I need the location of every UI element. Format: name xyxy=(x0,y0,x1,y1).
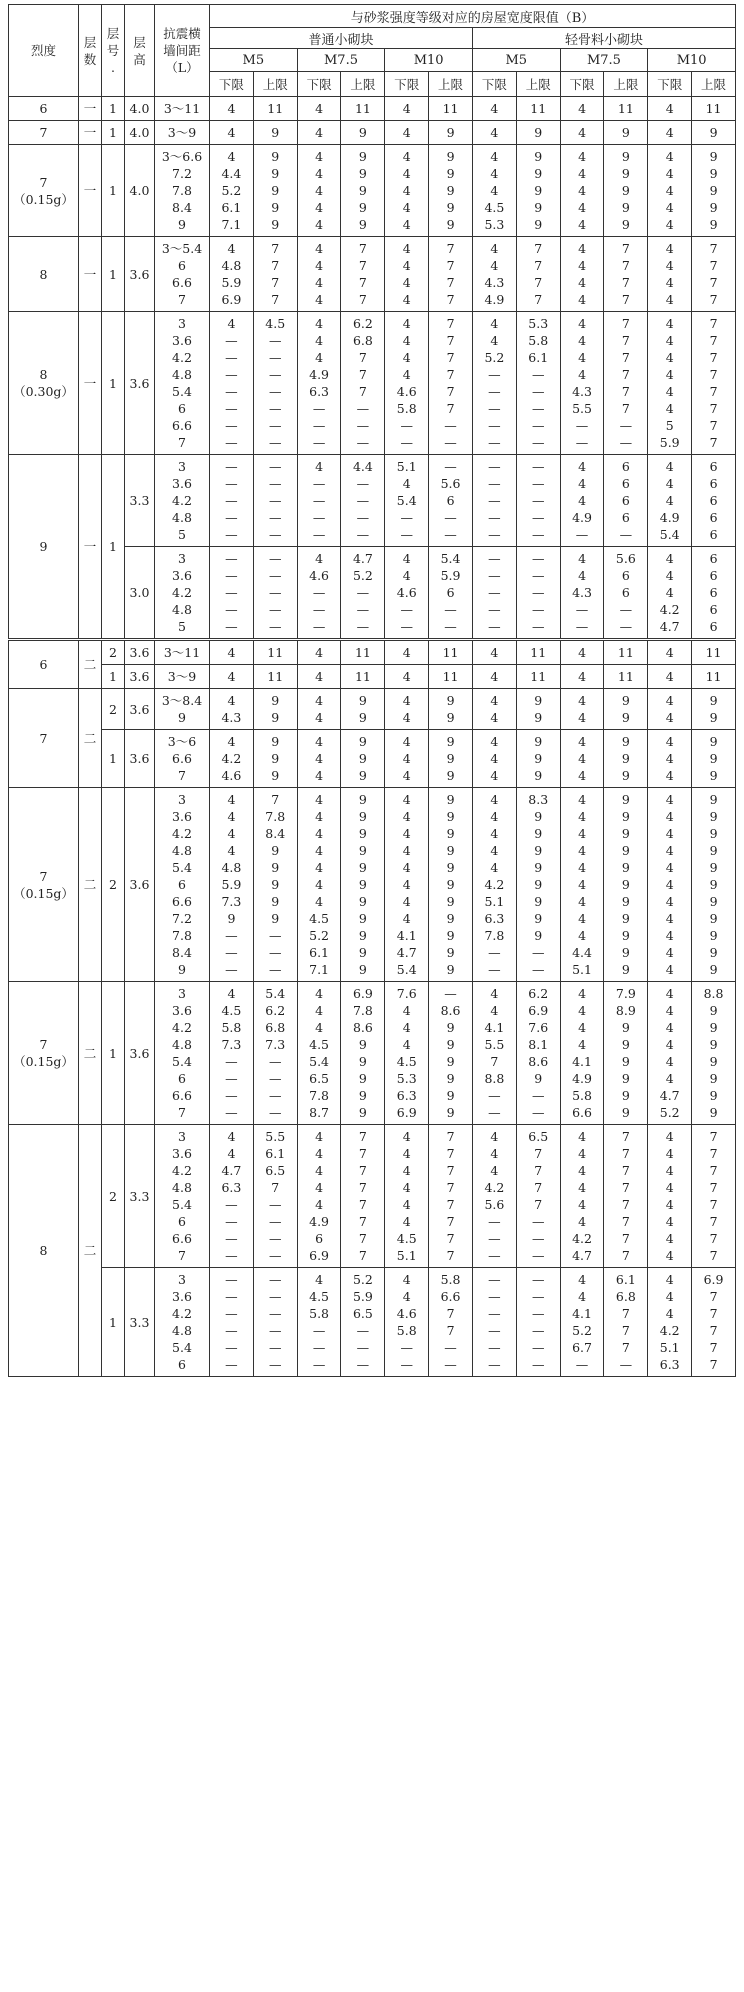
value-cell: 9 9 9 9 9 9 9 9 9 9 9 xyxy=(692,788,736,982)
value-cell: 4 4 4 4 4 4 5 5.9 xyxy=(648,312,692,455)
value-cell: — 5.6 6 — — xyxy=(429,455,473,547)
intensity-cell: 6 xyxy=(9,97,79,121)
value-cell: 9 9 9 9 9 xyxy=(692,145,736,237)
value-cell: 9 9 xyxy=(604,689,648,730)
value-cell: 4 4 xyxy=(560,689,604,730)
intensity-cell: 7 xyxy=(9,121,79,145)
value-cell: 4 xyxy=(385,121,429,145)
floor-height-cell: 3.6 xyxy=(125,665,155,689)
col-header-intensity: 烈度 xyxy=(9,5,79,97)
wall-spacing-cell: 3 3.6 4.2 4.8 5.4 6 6.6 7.2 7.8 8.4 9 xyxy=(155,788,210,982)
value-cell: 4 4 4 4 4 4 4 4 4 4.4 5.1 xyxy=(560,788,604,982)
grade-header: M5 xyxy=(472,49,560,72)
value-cell: 4 xyxy=(297,665,341,689)
wall-spacing-cell: 3 3.6 4.2 4.8 5.4 6 6.6 7 xyxy=(155,312,210,455)
value-cell: 9 9 9 9 9 9 9 9 9 9 9 xyxy=(341,788,385,982)
value-cell: 4 4 4 4.9 5.4 xyxy=(648,455,692,547)
col-header-floor-no: 层 号 . xyxy=(102,5,125,97)
value-cell: 4 4 4 4 4 xyxy=(297,145,341,237)
bound-header: 下限 xyxy=(297,72,341,97)
floor-height-cell: 3.3 xyxy=(125,1268,155,1377)
value-cell: 5.1 4 5.4 — — xyxy=(385,455,429,547)
value-cell: 9 9 xyxy=(253,689,297,730)
value-cell: 4 xyxy=(648,121,692,145)
bound-header: 上限 xyxy=(604,72,648,97)
value-cell: 11 xyxy=(604,97,648,121)
value-cell: 7 7 7 7 7 7 7 7 xyxy=(692,312,736,455)
value-cell: 4 4 4.1 5.2 6.7 — xyxy=(560,1268,604,1377)
table-row xyxy=(9,665,736,689)
value-cell: — — — — — xyxy=(516,455,560,547)
value-cell: 9 9 9 9 9 9 9 9 9 9 9 xyxy=(604,788,648,982)
wall-spacing-cell: 3～9 xyxy=(155,665,210,689)
value-cell: 11 xyxy=(253,640,297,665)
value-cell: 4 4 4 4 4 4 4.2 4.7 xyxy=(560,1125,604,1268)
value-cell: 4 4.5 5.8 7.3 — — — — xyxy=(210,982,254,1125)
col-header-ordinary-block: 普通小砌块 xyxy=(210,28,473,49)
grade-header: M7.5 xyxy=(560,49,648,72)
intensity-cell: 7 （0.15g） xyxy=(9,788,79,982)
value-cell: 6 6 6 6 — xyxy=(604,455,648,547)
value-cell: 4 4 4 xyxy=(560,730,604,788)
value-cell: 4 4 4 xyxy=(385,730,429,788)
intensity-cell: 9 xyxy=(9,455,79,640)
value-cell: 4 xyxy=(385,665,429,689)
value-cell: 8.3 9 9 9 9 9 9 9 9 — — xyxy=(516,788,560,982)
grade-header: M7.5 xyxy=(297,49,385,72)
floors-cell: 一 xyxy=(79,121,102,145)
floors-cell: 一 xyxy=(79,455,102,640)
value-cell: 4 4 xyxy=(648,689,692,730)
value-cell: 4 xyxy=(560,665,604,689)
value-cell: 7 7 7 7 xyxy=(604,237,648,312)
value-cell: 4 4 4.7 6.3 — — — — xyxy=(210,1125,254,1268)
wall-spacing-cell: 3～8.4 9 xyxy=(155,689,210,730)
value-cell: 7 7 7 7 7 7 7 7 xyxy=(429,1125,473,1268)
header-row-1 xyxy=(9,5,736,28)
wall-spacing-cell: 3 3.6 4.2 4.8 5.4 6 xyxy=(155,1268,210,1377)
floor-no-cell: 1 xyxy=(102,312,125,455)
value-cell: 4 4 4 4 4 4 4 4.5 5.2 6.1 7.1 xyxy=(297,788,341,982)
value-cell: 4 4 4 4.9 6.3 — — — xyxy=(297,312,341,455)
floor-no-cell: 1 xyxy=(102,121,125,145)
value-cell: — — — — — xyxy=(472,455,516,547)
intensity-cell: 6 xyxy=(9,640,79,689)
value-cell: 6 6 6 6 6 xyxy=(692,547,736,640)
floor-no-cell: 2 xyxy=(102,788,125,982)
value-cell: 5.5 6.1 6.5 7 — — — — xyxy=(253,1125,297,1268)
value-cell: 7 7 7 7 xyxy=(341,237,385,312)
bound-header: 下限 xyxy=(472,72,516,97)
table-row xyxy=(9,145,736,237)
value-cell: 4 4 4 4.2 5.6 — — — xyxy=(472,1125,516,1268)
value-cell: 4 4 4.3 — — xyxy=(560,547,604,640)
table-row xyxy=(9,730,736,788)
value-cell: 11 xyxy=(692,665,736,689)
value-cell: 4 xyxy=(472,665,516,689)
value-cell: 4.5 — — — — — — — xyxy=(253,312,297,455)
table-row xyxy=(9,1268,736,1377)
floor-no-cell: 2 xyxy=(102,689,125,730)
value-cell: 4 xyxy=(297,121,341,145)
bound-header: 下限 xyxy=(210,72,254,97)
wall-spacing-cell: 3～11 xyxy=(155,640,210,665)
value-cell: 11 xyxy=(253,97,297,121)
value-cell: 4 4 4 4 4 xyxy=(385,145,429,237)
value-cell: — — — — — — xyxy=(253,1268,297,1377)
wall-spacing-cell: 3～6.6 7.2 7.8 8.4 9 xyxy=(155,145,210,237)
table-row xyxy=(9,97,736,121)
floor-height-cell: 3.6 xyxy=(125,312,155,455)
value-cell: 11 xyxy=(429,640,473,665)
grade-header: M10 xyxy=(648,49,736,72)
value-cell: 4 4 4 4 xyxy=(648,237,692,312)
value-cell: 4 xyxy=(560,97,604,121)
value-cell: 11 xyxy=(516,665,560,689)
value-cell: 4 4 4 4.9 — xyxy=(560,455,604,547)
value-cell: 4 xyxy=(560,121,604,145)
value-cell: 7 7 7 7 7 7 — — xyxy=(429,312,473,455)
table-row xyxy=(9,640,736,665)
value-cell: 6.2 6.8 7 7 7 — — — xyxy=(341,312,385,455)
bound-header: 上限 xyxy=(341,72,385,97)
floors-cell: 一 xyxy=(79,145,102,237)
value-cell: 9 9 9 xyxy=(253,730,297,788)
table-row xyxy=(9,121,736,145)
value-cell: 4 xyxy=(385,97,429,121)
floor-no-cell: 1 xyxy=(102,455,125,640)
value-cell: 4 4.3 xyxy=(210,689,254,730)
value-cell: 11 xyxy=(692,97,736,121)
value-cell: 4 4 4 4.5 5.3 xyxy=(472,145,516,237)
grade-header: M5 xyxy=(210,49,298,72)
value-cell: 7 7.8 8.4 9 9 9 9 9 — — — xyxy=(253,788,297,982)
value-cell: 4 4 4 4 4 4.9 6 6.9 xyxy=(297,1125,341,1268)
table-row xyxy=(9,1125,736,1268)
value-cell: 7 7 7 7 xyxy=(692,237,736,312)
table-row xyxy=(9,982,736,1125)
value-cell: 4 4 4 4 4.6 5.8 — — xyxy=(385,312,429,455)
wall-spacing-cell: 3～5.4 6 6.6 7 xyxy=(155,237,210,312)
value-cell: 4 xyxy=(472,97,516,121)
value-cell: 4 xyxy=(472,121,516,145)
value-cell: 11 xyxy=(341,97,385,121)
value-cell: 9 9 9 xyxy=(341,730,385,788)
value-cell: 5.4 5.9 6 — — xyxy=(429,547,473,640)
value-cell: 4 4 4.3 4.9 xyxy=(472,237,516,312)
value-cell: 7.9 8.9 9 9 9 9 9 9 xyxy=(604,982,648,1125)
value-cell: 5.8 6.6 7 7 — — xyxy=(429,1268,473,1377)
value-cell: 4 4 5.2 — — — — — xyxy=(472,312,516,455)
value-cell: 4 xyxy=(560,640,604,665)
floors-cell: 二 xyxy=(79,982,102,1125)
floors-cell: 一 xyxy=(79,237,102,312)
table-row xyxy=(9,455,736,547)
value-cell: — — — — — xyxy=(472,547,516,640)
bound-header: 上限 xyxy=(253,72,297,97)
floors-cell: 二 xyxy=(79,640,102,689)
value-cell: 6.9 7.8 8.6 9 9 9 9 9 xyxy=(341,982,385,1125)
value-cell: 6.2 6.9 7.6 8.1 8.6 9 — — xyxy=(516,982,560,1125)
value-cell: 4 4 xyxy=(297,689,341,730)
floors-cell: 二 xyxy=(79,788,102,982)
width-limit-table xyxy=(8,4,736,1377)
value-cell: 8.8 9 9 9 9 9 9 9 xyxy=(692,982,736,1125)
floor-height-cell: 4.0 xyxy=(125,121,155,145)
value-cell: 4 4 4 4.2 5.1 6.3 xyxy=(648,1268,692,1377)
value-cell: — — — — — xyxy=(253,547,297,640)
table-row xyxy=(9,237,736,312)
value-cell: 7 7 7 7 xyxy=(253,237,297,312)
value-cell: 4 4.5 5.8 — — — xyxy=(297,1268,341,1377)
table-row xyxy=(9,689,736,730)
value-cell: 4.4 — — — — xyxy=(341,455,385,547)
value-cell: — — — — — xyxy=(253,455,297,547)
value-cell: 4 xyxy=(210,665,254,689)
value-cell: — — — — — xyxy=(210,455,254,547)
value-cell: 4 4 4.6 5.8 — — xyxy=(385,1268,429,1377)
wall-spacing-cell: 3～9 xyxy=(155,121,210,145)
wall-spacing-cell: 3 3.6 4.2 4.8 5.4 6 6.6 7 xyxy=(155,982,210,1125)
value-cell: 9 9 9 9 9 xyxy=(253,145,297,237)
value-cell: 9 9 9 9 9 9 9 9 9 9 9 xyxy=(429,788,473,982)
value-cell: 7 7 7 7 xyxy=(516,237,560,312)
value-cell: — — — — — xyxy=(210,547,254,640)
value-cell: 6.1 6.8 7 7 7 — xyxy=(604,1268,648,1377)
table-row xyxy=(9,788,736,982)
value-cell: 9 xyxy=(692,121,736,145)
value-cell: 11 xyxy=(692,640,736,665)
value-cell: 7 7 7 7 7 7 — — xyxy=(604,312,648,455)
table-row xyxy=(9,312,736,455)
value-cell: 7 7 7 7 7 7 7 7 xyxy=(341,1125,385,1268)
value-cell: 11 xyxy=(604,640,648,665)
value-cell: 4 4 4 4 4.1 4.9 5.8 6.6 xyxy=(560,982,604,1125)
value-cell: 7 7 7 7 7 7 7 7 xyxy=(692,1125,736,1268)
value-cell: 11 xyxy=(253,665,297,689)
value-cell: 6.9 7 7 7 7 7 xyxy=(692,1268,736,1377)
floors-cell: 二 xyxy=(79,1125,102,1377)
floor-no-cell: 2 xyxy=(102,1125,125,1268)
bound-header: 上限 xyxy=(516,72,560,97)
value-cell: 4 — — — — — — — xyxy=(210,312,254,455)
value-cell: 4 4.4 5.2 6.1 7.1 xyxy=(210,145,254,237)
intensity-cell: 7 （0.15g） xyxy=(9,145,79,237)
value-cell: 6.5 7 7 7 7 — — — xyxy=(516,1125,560,1268)
value-cell: 4 4 4 4 4 4 4.5 5.1 xyxy=(385,1125,429,1268)
floor-height-cell: 4.0 xyxy=(125,145,155,237)
value-cell: — — — — — — xyxy=(516,1268,560,1377)
value-cell: 4 — — — — xyxy=(297,455,341,547)
value-cell: 4 4 4.6 — — xyxy=(385,547,429,640)
value-cell: 6 6 6 6 6 xyxy=(692,455,736,547)
value-cell: 4 xyxy=(648,640,692,665)
wall-spacing-cell: 3 3.6 4.2 4.8 5 xyxy=(155,547,210,640)
value-cell: 4 4 4 4 xyxy=(560,237,604,312)
value-cell: 11 xyxy=(429,665,473,689)
bound-header: 下限 xyxy=(385,72,429,97)
value-cell: 4 xyxy=(210,97,254,121)
floor-no-cell: 1 xyxy=(102,1268,125,1377)
value-cell: 4 xyxy=(648,665,692,689)
value-cell: 5.4 6.2 6.8 7.3 — — — — xyxy=(253,982,297,1125)
wall-spacing-cell: 3 3.6 4.2 4.8 5 xyxy=(155,455,210,547)
floor-height-cell: 3.6 xyxy=(125,788,155,982)
value-cell: 9 9 9 9 9 xyxy=(341,145,385,237)
value-cell: 4 4 4 4 4 4 4 4 xyxy=(648,1125,692,1268)
value-cell: 4 4 4 4 4 xyxy=(648,145,692,237)
grade-header: M10 xyxy=(385,49,473,72)
bound-header: 下限 xyxy=(648,72,692,97)
floor-no-cell: 2 xyxy=(102,640,125,665)
value-cell: 11 xyxy=(341,665,385,689)
value-cell: 4 xyxy=(385,640,429,665)
value-cell: 11 xyxy=(604,665,648,689)
wall-spacing-cell: 3 3.6 4.2 4.8 5.4 6 6.6 7 xyxy=(155,1125,210,1268)
value-cell: — 8.6 9 9 9 9 9 9 xyxy=(429,982,473,1125)
value-cell: 9 xyxy=(604,121,648,145)
wall-spacing-cell: 3～11 xyxy=(155,97,210,121)
floor-height-cell: 3.6 xyxy=(125,982,155,1125)
value-cell: 9 9 xyxy=(341,689,385,730)
floor-height-cell: 3.6 xyxy=(125,689,155,730)
value-cell: 4 4 4 4 4 4.2 5.1 6.3 7.8 — — xyxy=(472,788,516,982)
bound-header: 上限 xyxy=(429,72,473,97)
value-cell: 5.2 5.9 6.5 — — — xyxy=(341,1268,385,1377)
col-header-width-limit: 与砂浆强度等级对应的房屋宽度限值（B） xyxy=(210,5,736,28)
value-cell: 4 4.6 — — — xyxy=(297,547,341,640)
value-cell: 4 xyxy=(297,97,341,121)
col-header-floor-height: 层 高 xyxy=(125,5,155,97)
intensity-cell: 8 （0.30g） xyxy=(9,312,79,455)
value-cell: 9 xyxy=(253,121,297,145)
value-cell: 4 xyxy=(210,121,254,145)
wall-spacing-cell: 3～6 6.6 7 xyxy=(155,730,210,788)
value-cell: 9 9 xyxy=(429,689,473,730)
value-cell: 9 9 xyxy=(692,689,736,730)
floors-cell: 一 xyxy=(79,312,102,455)
value-cell: 4 4 4.1 5.5 7 8.8 — — xyxy=(472,982,516,1125)
floor-height-cell: 3.6 xyxy=(125,237,155,312)
floors-cell: 二 xyxy=(79,689,102,788)
table-body xyxy=(9,5,736,1377)
value-cell: 4 4 4 xyxy=(472,730,516,788)
value-cell: 5.3 5.8 6.1 — — — — — xyxy=(516,312,560,455)
value-cell: 9 xyxy=(341,121,385,145)
bound-header: 上限 xyxy=(692,72,736,97)
value-cell: 4 xyxy=(472,640,516,665)
value-cell: 9 9 9 xyxy=(692,730,736,788)
value-cell: 4 4.8 5.9 6.9 xyxy=(210,237,254,312)
value-cell: 9 9 9 xyxy=(429,730,473,788)
floors-cell: 一 xyxy=(79,97,102,121)
value-cell: 4 4 xyxy=(472,689,516,730)
value-cell: 9 9 9 9 9 xyxy=(516,145,560,237)
col-header-lightweight-block: 轻骨料小砌块 xyxy=(472,28,735,49)
value-cell: 4 4 4 4 4 4 4 4 4 4 4 xyxy=(648,788,692,982)
floor-no-cell: 1 xyxy=(102,237,125,312)
floor-no-cell: 1 xyxy=(102,730,125,788)
floor-height-cell: 4.0 xyxy=(125,97,155,121)
intensity-cell: 7 xyxy=(9,689,79,788)
value-cell: 11 xyxy=(516,640,560,665)
value-cell: 4 4 4 4 xyxy=(385,237,429,312)
value-cell: 4 4 4 4 xyxy=(297,237,341,312)
value-cell: 4 4 4 4 4.8 5.9 7.3 9 — — — xyxy=(210,788,254,982)
value-cell: 4 4 4 4 4 xyxy=(560,145,604,237)
value-cell: 4 4 4 xyxy=(648,730,692,788)
value-cell: — — — — — xyxy=(516,547,560,640)
value-cell: 4 4 4 4 4 4 4 4 4.1 4.7 5.4 xyxy=(385,788,429,982)
floor-no-cell: 1 xyxy=(102,97,125,121)
value-cell: 11 xyxy=(429,97,473,121)
value-cell: 9 xyxy=(516,121,560,145)
bound-header: 下限 xyxy=(560,72,604,97)
col-header-wall-spacing: 抗震横 墙间距 （L） xyxy=(155,5,210,97)
value-cell: 4 xyxy=(297,640,341,665)
value-cell: 7.6 4 4 4 4.5 5.3 6.3 6.9 xyxy=(385,982,429,1125)
value-cell: 4 4 xyxy=(385,689,429,730)
value-cell: 9 9 9 xyxy=(604,730,648,788)
floor-height-cell: 3.0 xyxy=(125,547,155,640)
value-cell: 9 9 9 9 9 xyxy=(604,145,648,237)
value-cell: 7 7 7 7 xyxy=(429,237,473,312)
intensity-cell: 7 （0.15g） xyxy=(9,982,79,1125)
value-cell: 5.6 6 6 — — xyxy=(604,547,648,640)
floor-height-cell: 3.6 xyxy=(125,640,155,665)
value-cell: 4 4 4 4.5 5.4 6.5 7.8 8.7 xyxy=(297,982,341,1125)
floor-height-cell: 3.3 xyxy=(125,455,155,547)
value-cell: 11 xyxy=(341,640,385,665)
value-cell: 4 xyxy=(648,97,692,121)
intensity-cell: 8 xyxy=(9,237,79,312)
value-cell: 9 9 9 9 9 xyxy=(429,145,473,237)
value-cell: 4 4 4 xyxy=(297,730,341,788)
floor-height-cell: 3.3 xyxy=(125,1125,155,1268)
value-cell: 11 xyxy=(516,97,560,121)
value-cell: 9 xyxy=(429,121,473,145)
value-cell: 4.7 5.2 — — — xyxy=(341,547,385,640)
value-cell: 4 xyxy=(210,640,254,665)
value-cell: 4 4 4 4.2 4.7 xyxy=(648,547,692,640)
value-cell: 4 4 4 4 4 4 4.7 5.2 xyxy=(648,982,692,1125)
value-cell: — — — — — — xyxy=(210,1268,254,1377)
floor-no-cell: 1 xyxy=(102,665,125,689)
value-cell: 4 4.2 4.6 xyxy=(210,730,254,788)
intensity-cell: 8 xyxy=(9,1125,79,1377)
value-cell: 9 9 9 xyxy=(516,730,560,788)
floor-no-cell: 1 xyxy=(102,145,125,237)
value-cell: 9 9 xyxy=(516,689,560,730)
value-cell: 4 4 4 4 4.3 5.5 — — xyxy=(560,312,604,455)
col-header-floors: 层 数 xyxy=(79,5,102,97)
value-cell: — — — — — — xyxy=(472,1268,516,1377)
floor-height-cell: 3.6 xyxy=(125,730,155,788)
value-cell: 7 7 7 7 7 7 7 7 xyxy=(604,1125,648,1268)
floor-no-cell: 1 xyxy=(102,982,125,1125)
